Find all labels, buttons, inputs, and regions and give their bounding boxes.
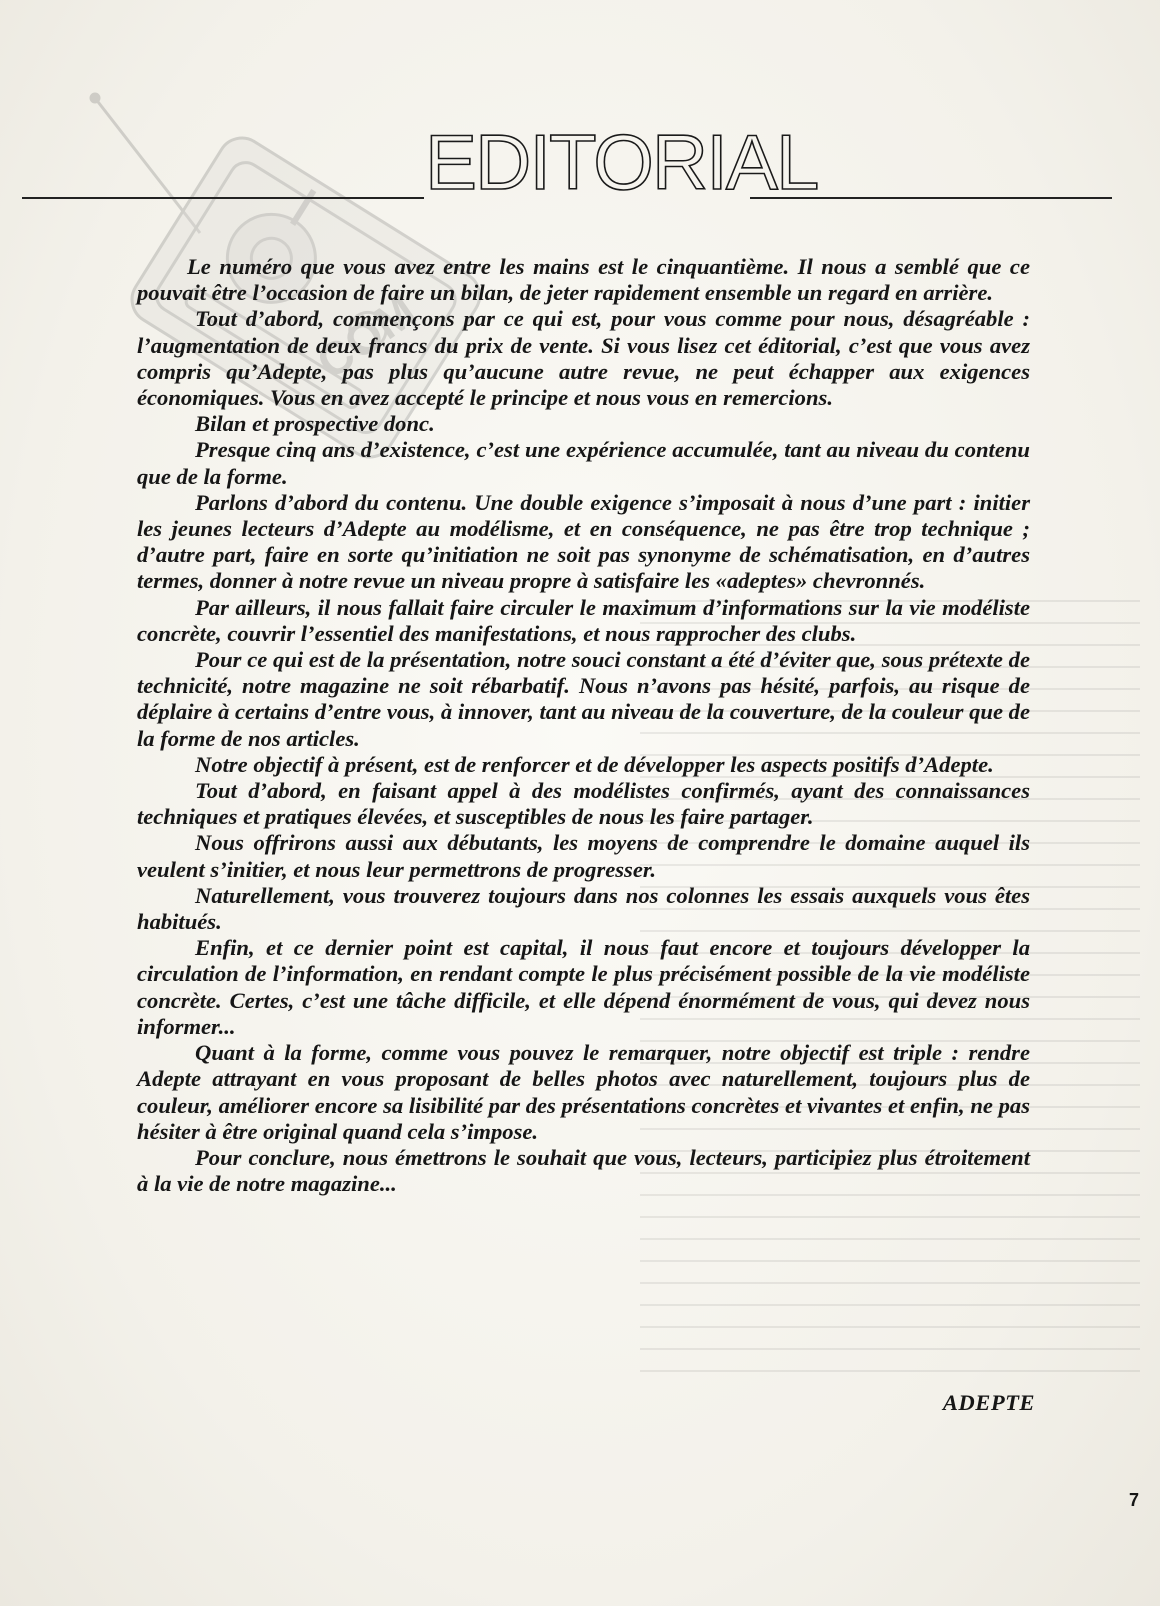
paragraph: Presque cinq ans d’existence, c’est une expérience accumulée, tant au niveau du contenu que de la forme. bbox=[137, 437, 1030, 489]
paragraph: Notre objectif à présent, est de renforcer et de développer les aspects positifs d’Adepte. bbox=[195, 751, 994, 777]
paragraph: Bilan et prospective donc. bbox=[195, 411, 435, 437]
header-rule-right bbox=[750, 197, 1112, 199]
paragraph: Enfin, et ce dernier point est capital, il nous faut encore et toujours développer la circulation de l’information, en rendant compte le plus précisément possible de la vie modéliste concrète. Certes, c’est une tâche difficile, et elle dépend énormément de vous, qui devez nous informer... bbox=[137, 935, 1030, 1039]
signature: ADEPTE bbox=[942, 1390, 1035, 1415]
paragraph: Naturellement, vous trouverez toujours dans nos colonnes les essais auxquels vous êtes habitués. bbox=[137, 882, 1030, 935]
page-title: EDITORIAL bbox=[425, 118, 818, 206]
paragraph: Pour ce qui est de la présentation, notre souci constant a été d’éviter que, sous prétexte de technicité, notre magazine ne soit rébarbatif. Nous n’avons pas hésité, parfois, au risque de déplaire à certains d’entre vous, à innover, tant au niveau de la couverture, de la couleur que de la forme de nos articles. bbox=[137, 647, 1030, 751]
paragraph: Parlons d’abord du contenu. Une double exigence s’imposait à nous d’une part : initier les jeunes lecteurs d’Adepte au modélisme, et en conséquence, ne pas être trop technique ; d’autre part, faire en sorte qu’initiation ne soit pas synonyme de schématisation, en d’autres termes, donner à notre revue un niveau propre à satisfaire les «adeptes» chevronnés. bbox=[137, 489, 1030, 594]
paragraph: Tout d’abord, en faisant appel à des modélistes confirmés, ayant des connaissances techniques et pratiques élevées, et susceptibles de nous les faire partager. bbox=[137, 778, 1030, 830]
paragraph: Le numéro que vous avez entre les mains est le cinquantième. Il nous a semblé que ce pouvait être l’occasion de faire un bilan, de jeter rapidement ensemble un regard en arrière. bbox=[137, 254, 1030, 306]
paragraph: Par ailleurs, il nous fallait faire circuler le maximum d’informations sur la vie modéliste concrète, couvrir l’essentiel des manifestations, et nous rapprocher des clubs. bbox=[137, 594, 1030, 646]
paragraph: Quant à la forme, comme vous pouvez le remarquer, notre objectif est triple : rendre Adepte attrayant en vous proposant de belles photos avec naturellement, toujours plus de couleur, améliorer encore sa lisibilité par des présentations concrètes et vivantes et enfin, ne pas hésiter à être original quand cela s’impose. bbox=[137, 1040, 1030, 1144]
editorial-body bbox=[137, 254, 1030, 1197]
watermark-text: COM bbox=[307, 284, 425, 389]
header-rule-left bbox=[22, 197, 424, 199]
page-number: 7 bbox=[1129, 1490, 1140, 1510]
paragraph: Tout d’abord, commençons par ce qui est, pour vous comme pour nous, désagréable : l’augmentation de deux francs du prix de vente. Si vous lisez cet éditorial, c’est que vous avez compris qu’Adepte, pas plus qu’aucune autre revue, ne peut échapper aux exigences économiques. Vous en avez accepté le principe et nous vous en remercions. bbox=[137, 306, 1030, 411]
paragraph: Pour conclure, nous émettrons le souhait que vous, lecteurs, participiez plus étroitement à la vie de notre magazine... bbox=[137, 1144, 1030, 1197]
paragraph: Nous offrirons aussi aux débutants, les moyens de comprendre le domaine auquel ils veulent s’initier, et nous leur permettrons de progresser. bbox=[137, 830, 1030, 882]
